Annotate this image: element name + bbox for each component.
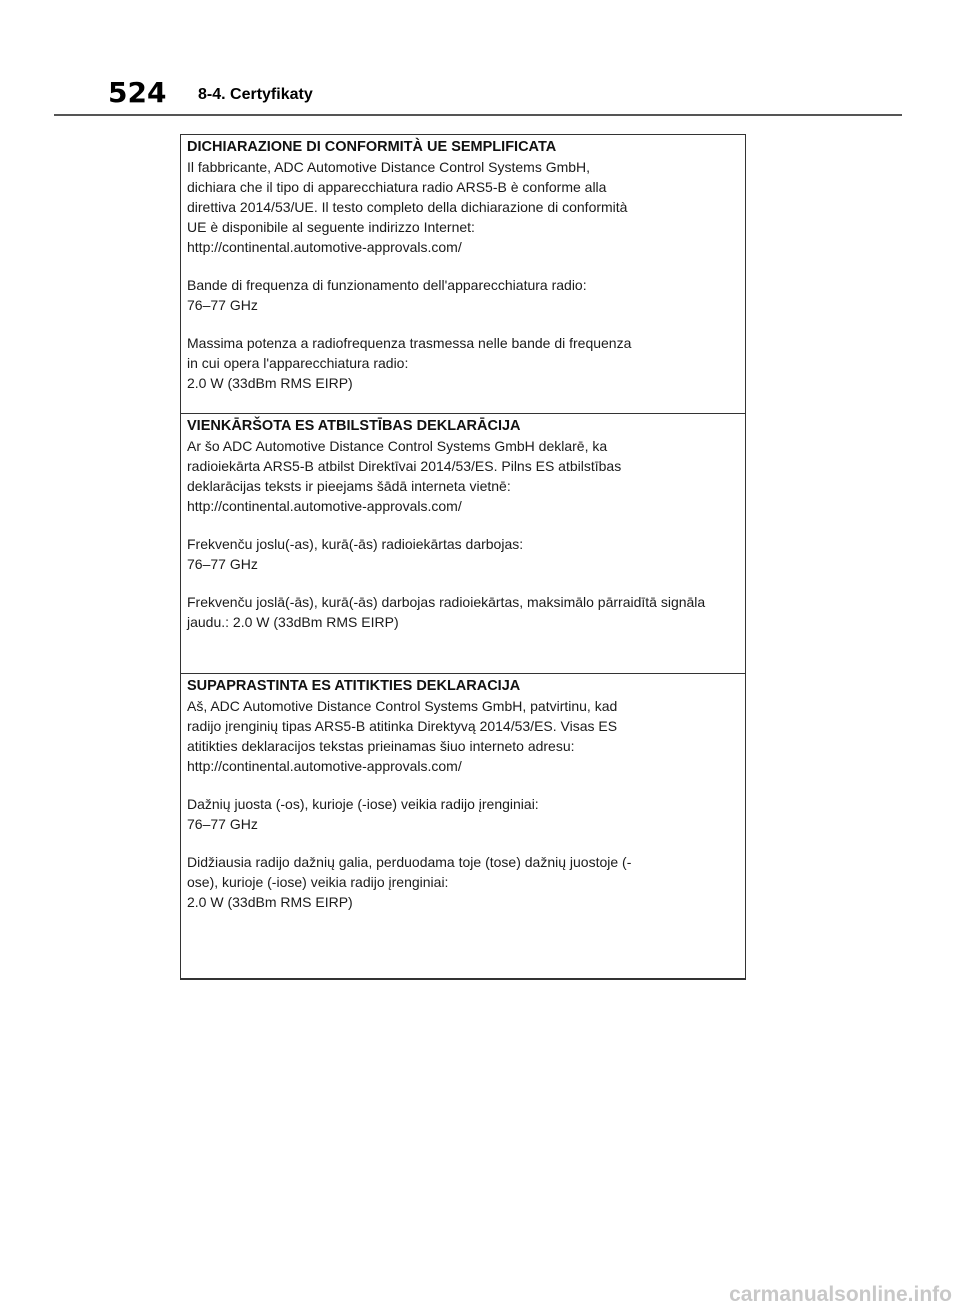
declaration-paragraph: Il fabbricante, ADC Automotive Distance Control Systems GmbH, dichiara che il tipo di apparecchiatura radio ARS5-B è conforme alla direttiva 2014/53/UE. Il testo completo della dichiarazione di conformità UE è disponibile al seguente indirizzo Internet: http://continental.automotive-approvals.com/ <box>187 159 628 255</box>
declaration-latvian <box>181 413 745 632</box>
box-bottom-rule <box>180 978 746 980</box>
frequency-band-paragraph: Bande di frequenza di funzionamento dell'apparecchiatura radio: 76–77 GHz <box>187 277 587 313</box>
declaration-italian <box>181 135 745 393</box>
max-power-paragraph: Massima potenza a radiofrequenza trasmessa nelle bande di frequenza in cui opera l'apparecchiatura radio: 2.0 W (33dBm RMS EIRP) <box>187 335 632 391</box>
section-title: 8-4. Certyfikaty <box>198 86 313 103</box>
max-power-paragraph: Frekvenču joslā(-ās), kurā(-ās) darbojas radioiekārtas, maksimālo pārraidītā signāla jaudu.: 2.0 W (33dBm RMS EIRP) <box>187 594 706 630</box>
frequency-band-paragraph: Dažnių juosta (-os), kurioje (-iose) veikia radijo įrenginiai: 76–77 GHz <box>187 796 539 832</box>
declaration-lithuanian <box>181 673 745 912</box>
header-divider <box>54 114 902 116</box>
watermark: carmanualsonline.info <box>729 1283 952 1306</box>
page-number: 524 <box>108 76 167 109</box>
declaration-heading: DICHIARAZIONE DI CONFORMITÀ UE SEMPLIFICATA <box>187 139 557 155</box>
certificate-box <box>180 134 746 980</box>
declaration-paragraph: Ar šo ADC Automotive Distance Control Systems GmbH deklarē, ka radioiekārta ARS5-B atbilst Direktīvai 2014/53/ES. Pilns ES atbilstības deklarācijas teksts ir pieejams šādā interneta vietnē: http://continental.automotive-approvals.com/ <box>187 438 622 514</box>
frequency-band-paragraph: Frekvenču joslu(-as), kurā(-ās) radioiekārtas darbojas: 76–77 GHz <box>187 536 524 572</box>
max-power-paragraph: Didžiausia radijo dažnių galia, perduodama toje (tose) dažnių juostoje (- ose), kurioje (-iose) veikia radijo įrenginiai: 2.0 W (33dBm RMS EIRP) <box>187 854 632 910</box>
declaration-heading: VIENKĀRŠOTA ES ATBILSTĪBAS DEKLARĀCIJA <box>187 418 521 434</box>
declaration-paragraph: Aš, ADC Automotive Distance Control Systems GmbH, patvirtinu, kad radijo įrenginių tipas ARS5-B atitinka Direktyvą 2014/53/ES. Visas ES atitikties deklaracijos tekstas prieinamas šiuo interneto adresu: http://continental.automotive-approvals.com/ <box>187 698 618 774</box>
declaration-heading: SUPAPRASTINTA ES ATITIKTIES DEKLARACIJA <box>187 678 521 694</box>
